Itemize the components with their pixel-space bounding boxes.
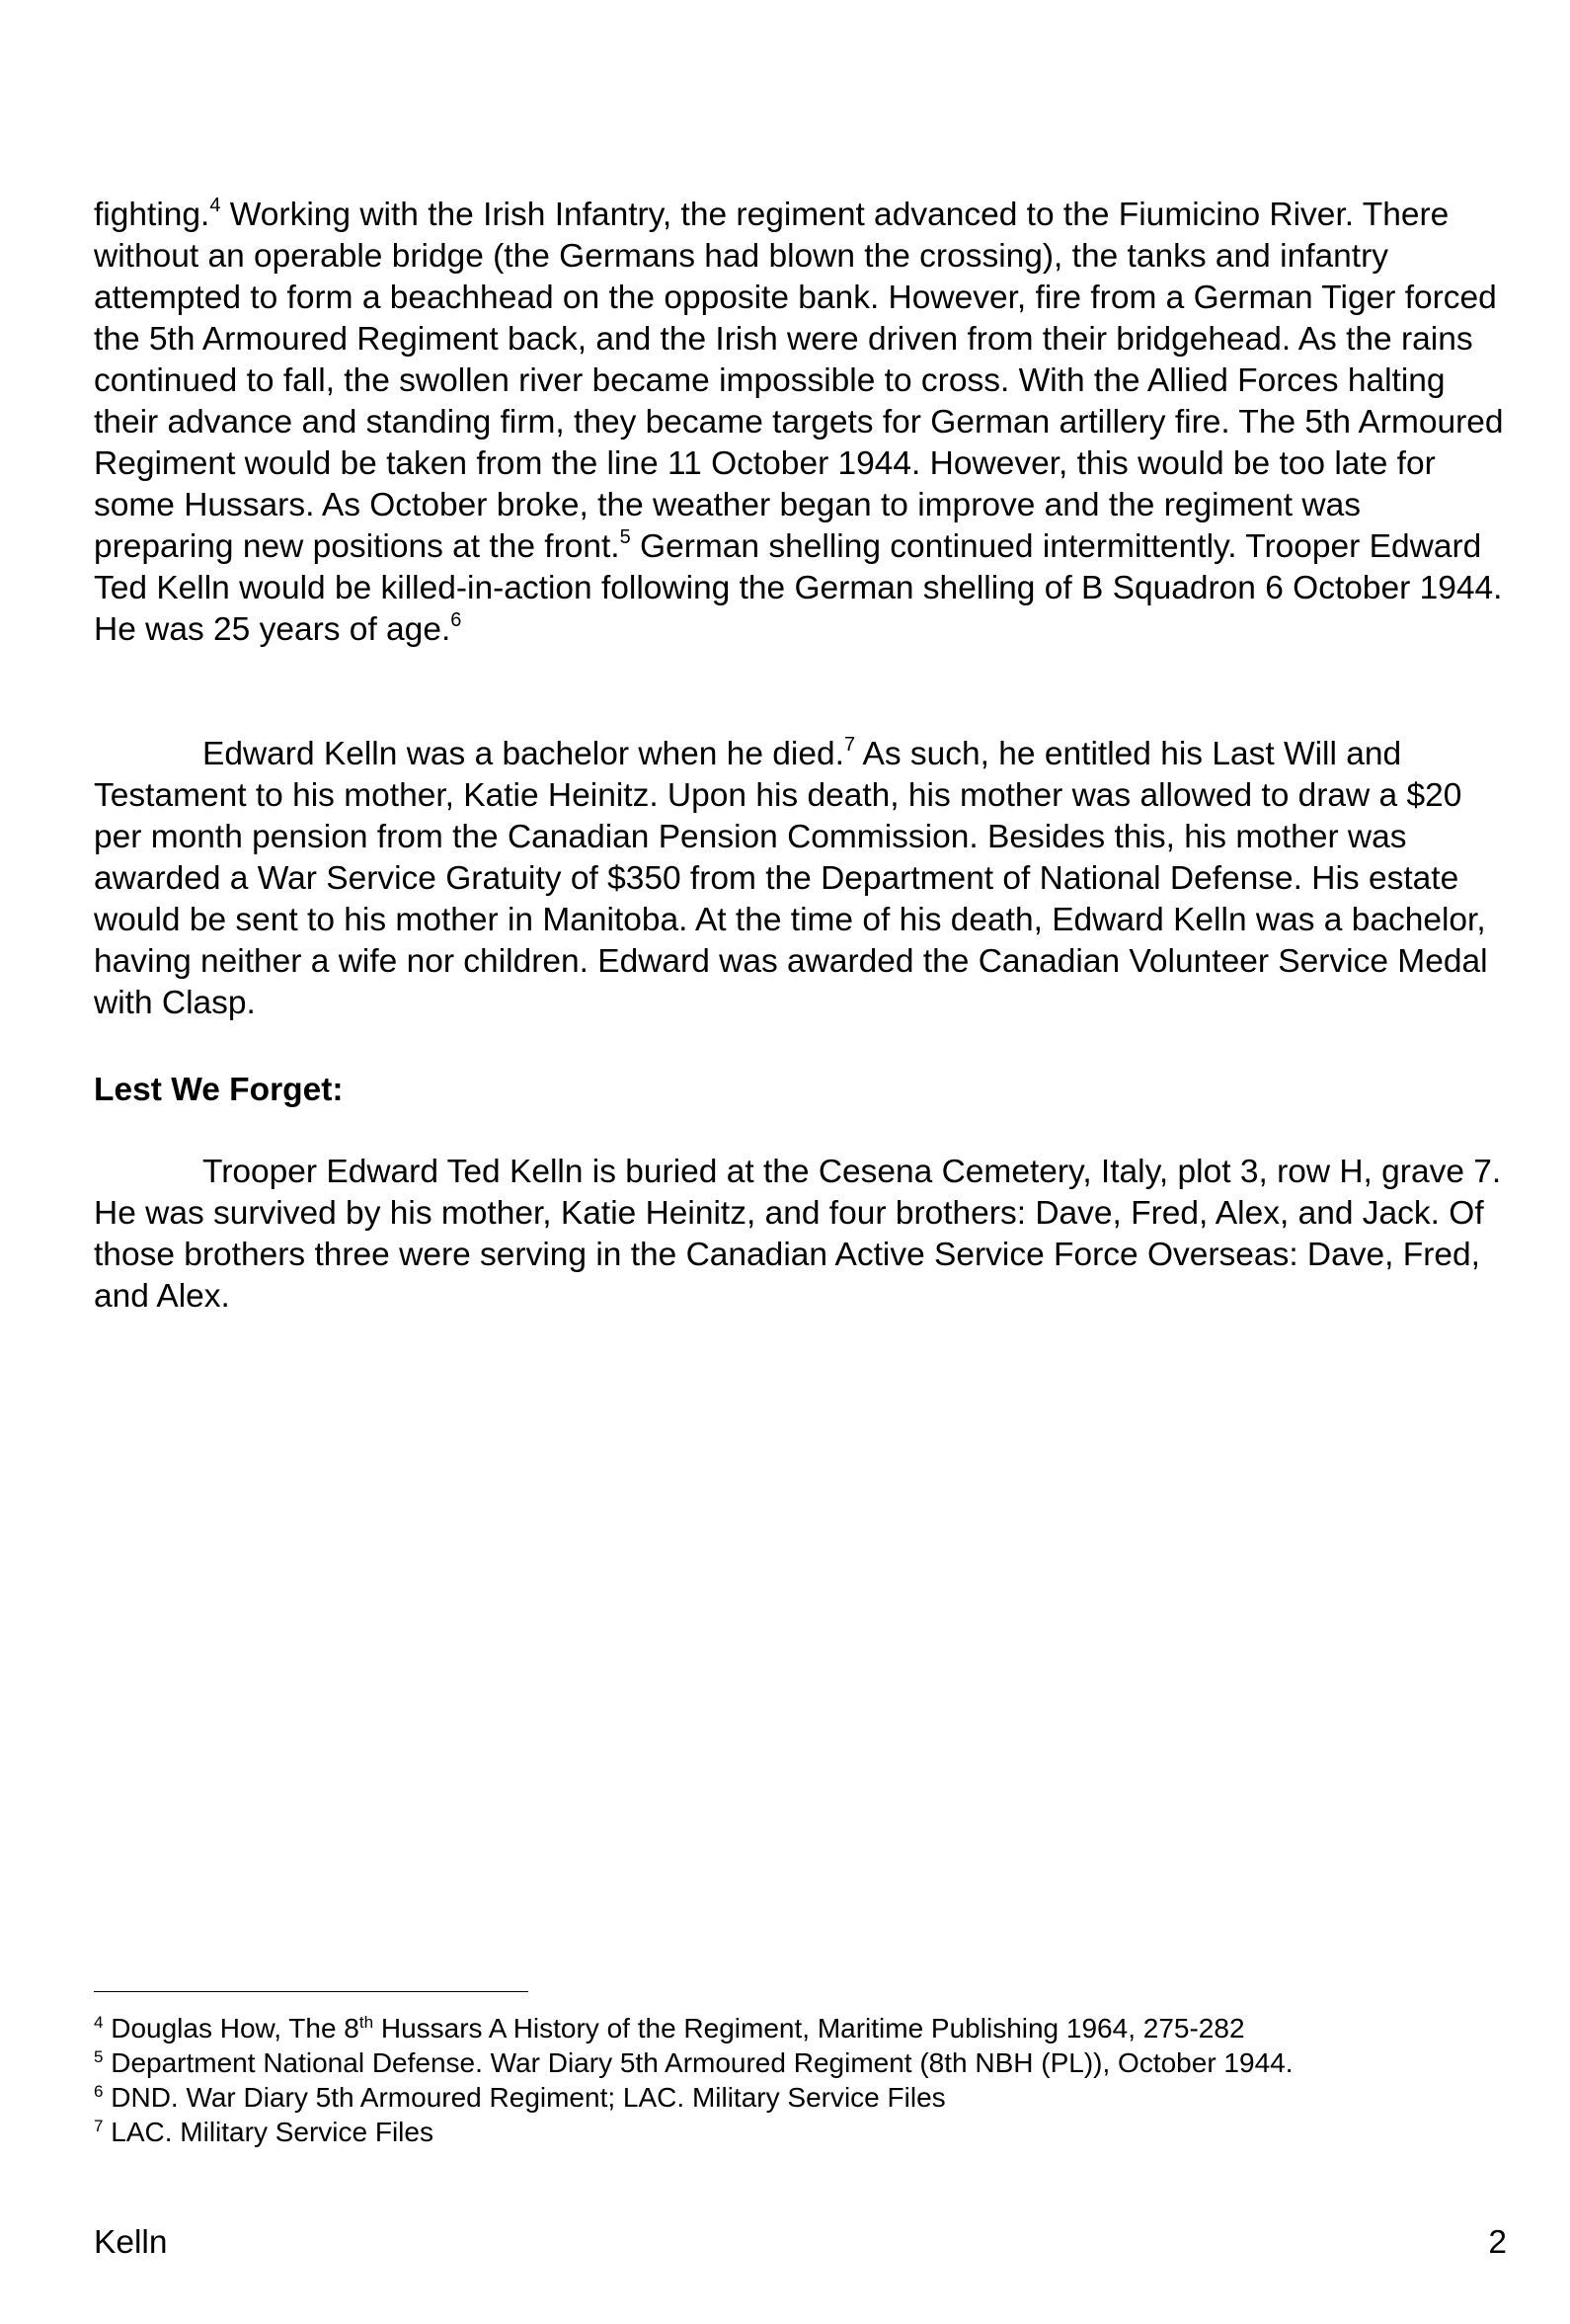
- paragraph-1-part-2: Working with the Irish Infantry, the regiment advanced to the Fiumicino River. There without an operable bridge (the Germans had blown the crossing), the tanks and infantry attempted to form a beachhead on the opposite bank. However, fire from a German Tiger forced the 5th Armoured Regiment back, and the Irish were driven from their bridgehead. As the rains continued to fall, the swollen river became impossible to cross. With the Allied Forces halting their advance and standing firm, they became targets for German artillery fire. The 5th Armoured Regiment would be taken from the line 11 October 1944. However, this would be too late for some Hussars. As October broke, the weather began to improve and the regiment was preparing new positions at the front.: [94, 197, 1504, 565]
- page-number: 2: [1488, 2224, 1507, 2261]
- footnote-text: Douglas How, The 8: [103, 2013, 359, 2044]
- footnote-separator: [94, 1991, 528, 1992]
- footnote-ref-5[interactable]: 5: [619, 525, 631, 548]
- footnote-text: DND. War Diary 5th Armoured Regiment; LAC. Military Service Files: [103, 2082, 946, 2113]
- footnotes: [94, 2011, 1506, 2149]
- paragraph-1-part-1: fighting.: [94, 197, 210, 233]
- footnote-ref-4[interactable]: 4: [209, 194, 221, 216]
- ordinal-suffix: th: [358, 2012, 374, 2032]
- footnote-4: [94, 2011, 1506, 2045]
- footnote-text: LAC. Military Service Files: [103, 2117, 433, 2147]
- section-heading: Lest We Forget:: [94, 1072, 344, 1108]
- footnote-text: Department National Defense. War Diary 5th Armoured Regiment (8th NBH (PL)), October 1944.: [103, 2047, 1294, 2078]
- footer-author: Kelln: [94, 2224, 168, 2261]
- footnote-number: 5: [94, 2046, 104, 2066]
- paragraph-2: [94, 734, 1506, 1024]
- footnote-number: 7: [94, 2116, 104, 2135]
- footnote-ref-7[interactable]: 7: [843, 733, 856, 756]
- paragraph-2-part-1: Edward Kelln was a bachelor when he died.: [202, 736, 844, 772]
- paragraph-1-text: [94, 195, 1506, 651]
- footnote-text: Hussars A History of the Regiment, Maritime Publishing 1964, 275-282: [373, 2013, 1245, 2044]
- footnote-5: [94, 2045, 1506, 2080]
- paragraph-3-text: Trooper Edward Ted Kelln is buried at the Cesena Cemetery, Italy, plot 3, row H, grave 7. He was survived by his mother, Katie Heinitz, and four brothers: Dave, Fred, Alex, and Jack. Of those brothers three were serving in the Canadian Active Service Force Overseas: Dave, Fred, and Alex.: [94, 1154, 1502, 1315]
- paragraph-2-text: [94, 734, 1506, 1024]
- footnote-6: [94, 2080, 1506, 2115]
- footnote-number: 6: [94, 2081, 104, 2101]
- paragraph-3: [94, 1152, 1506, 1318]
- footnote-ref-6[interactable]: 6: [450, 608, 462, 631]
- paragraph-1-part-3: German shelling continued intermittently. Trooper Edward Ted Kelln would be killed-in-action following the German shelling of B Squadron 6 October 1944. He was 25 years of age.: [94, 528, 1503, 648]
- paragraph-2-part-2: As such, he entitled his Last Will and Testament to his mother, Katie Heinitz. Upon his death, his mother was allowed to draw a $20 per month pension from the Canadian Pension Commission. Besides this, his mother was awarded a War Service Gratuity of $350 from the Department of National Defense. His estate would be sent to his mother in Manitoba. At the time of his death, Edward Kelln was a bachelor, having neither a wife nor children. Edward was awarded the Canadian Volunteer Service Medal with Clasp.: [94, 736, 1488, 1021]
- footnote-number: 4: [94, 2012, 104, 2032]
- paragraph-1: [94, 195, 1506, 651]
- footnote-7: [94, 2115, 1506, 2149]
